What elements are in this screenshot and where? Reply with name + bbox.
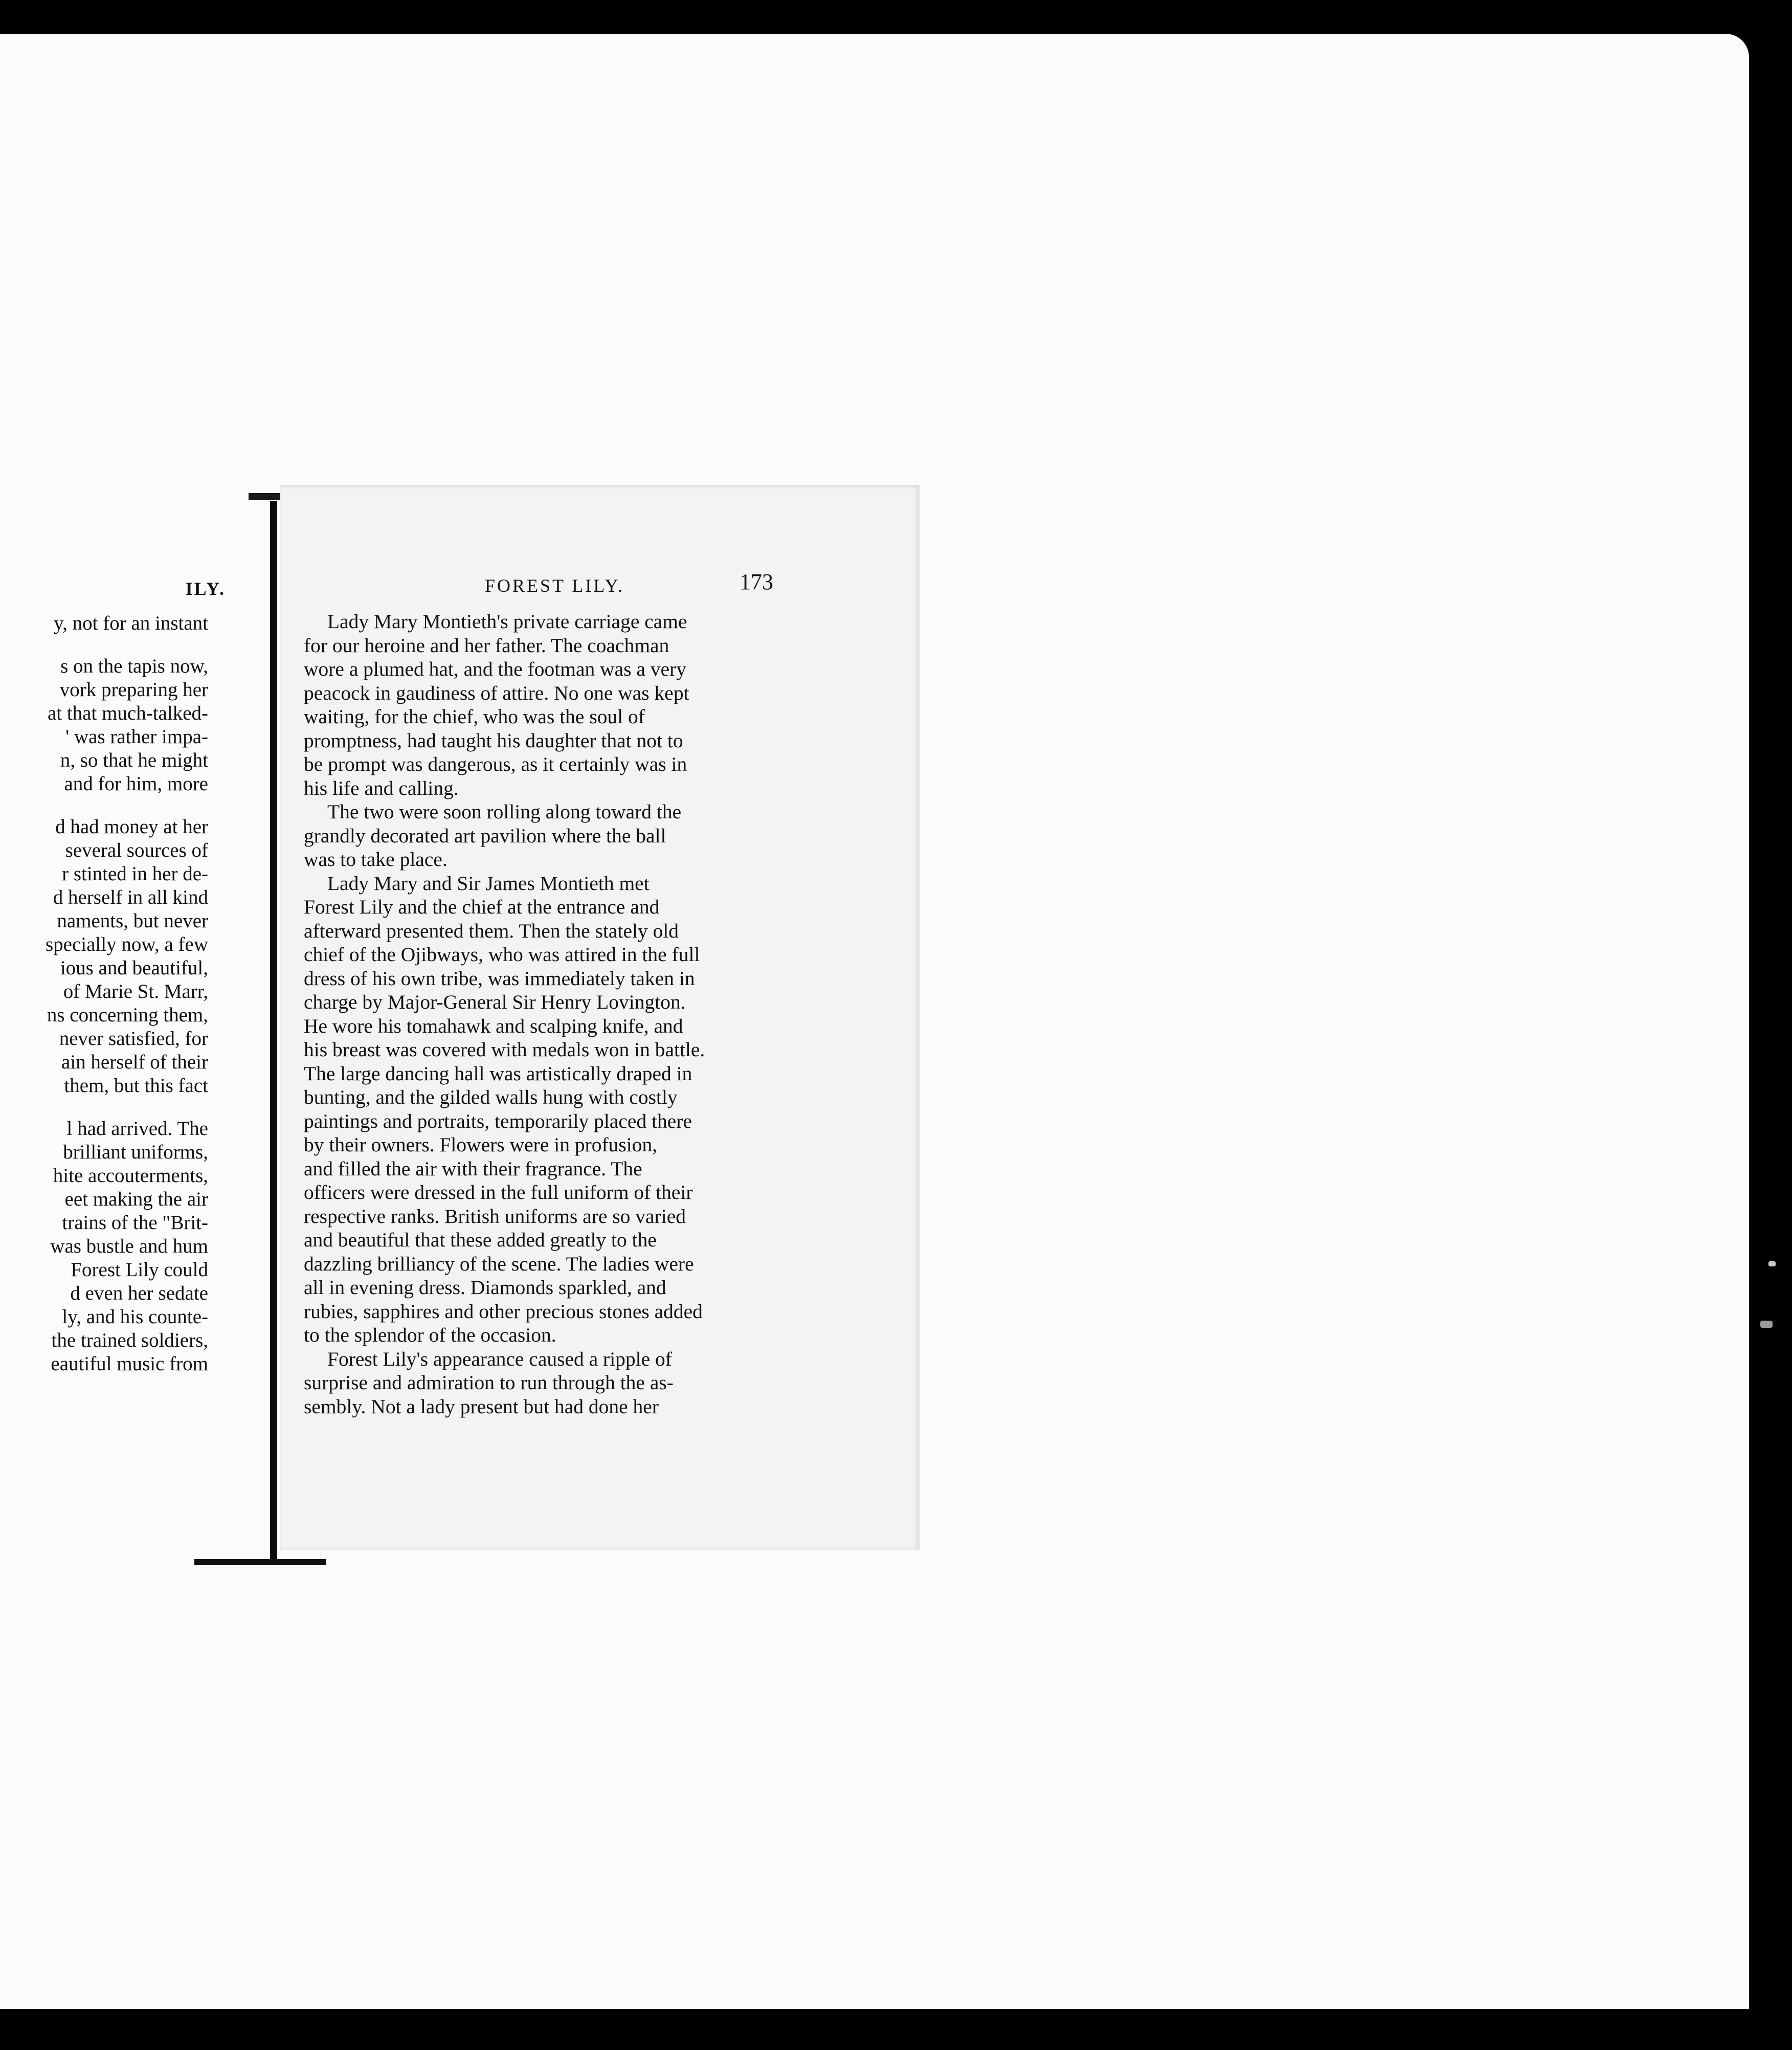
left-text-line: d herself in all kind (53, 886, 208, 908)
text-line: and beautiful that these added greatly to the (304, 1229, 657, 1251)
left-text-line: of Marie St. Marr, (63, 981, 208, 1002)
left-text-line: s on the tapis now, (60, 655, 208, 677)
left-text-line: eautiful music from (51, 1353, 208, 1375)
text-line: He wore his tomahawk and scalping knife, and (304, 1014, 683, 1037)
text-line: grandly decorated art pavilion where the ball (304, 824, 666, 847)
binding-edge-bottom (194, 1559, 326, 1565)
left-text-line: ious and beautiful, (60, 957, 208, 979)
text-line: sembly. Not a lady present but had done her (304, 1395, 659, 1418)
text-line: wore a plumed hat, and the footman was a very (304, 658, 687, 680)
right-page (280, 485, 920, 1550)
text-line: his breast was covered with medals won in battle. (304, 1038, 705, 1061)
text-line: and filled the air with their fragrance. The (304, 1157, 642, 1180)
left-text-line: naments, but never (57, 910, 208, 932)
left-text-line: several sources of (65, 839, 208, 861)
left-text-line: hite accouterments, (53, 1165, 208, 1187)
text-line: promptness, had taught his daughter that not to (304, 729, 683, 752)
text-line: was to take place. (304, 848, 447, 871)
left-text-line: l had arrived. The (66, 1118, 208, 1140)
edge-mark (1760, 1321, 1773, 1328)
text-line: respective ranks. British uniforms are so varied (304, 1205, 686, 1228)
text-line: officers were dressed in the full uniform of their (304, 1181, 693, 1204)
text-line: by their owners. Flowers were in profusion, (304, 1133, 658, 1156)
text-line: charge by Major-General Sir Henry Lovington. (304, 991, 686, 1013)
left-text-line: r stinted in her de- (62, 863, 208, 885)
text-line: afterward presented them. Then the stately old (304, 919, 679, 942)
edge-mark (1768, 1261, 1776, 1266)
left-text-line: d even her sedate (70, 1282, 208, 1304)
text-line: surprise and admiration to run through the as- (304, 1371, 674, 1394)
left-text-line: ' was rather impa- (65, 726, 208, 748)
text-line: The large dancing hall was artistically draped in (304, 1062, 692, 1085)
text-line: rubies, sapphires and other precious stones added (304, 1300, 703, 1323)
text-line: be prompt was dangerous, as it certainly was in (304, 753, 687, 775)
text-line: his life and calling. (304, 776, 459, 799)
left-text-line: vork preparing her (59, 679, 208, 701)
text-line: bunting, and the gilded walls hung with costly (304, 1086, 678, 1108)
left-text-line: y, not for an instant (54, 612, 208, 634)
left-text-line: n, so that he might (60, 749, 208, 771)
text-line: chief of the Ojibways, who was attired in the full (304, 943, 700, 966)
left-text-line: and for him, more (64, 773, 208, 795)
running-head: FOREST LILY. (485, 575, 625, 596)
text-line: for our heroine and her father. The coachman (304, 634, 669, 657)
text-line: Lady Mary Montieth's private carriage came (327, 610, 687, 633)
page-number: 173 (740, 569, 773, 594)
text-line: waiting, for the chief, who was the soul of (304, 705, 645, 728)
left-text-line: specially now, a few (45, 933, 208, 955)
left-text-line: d had money at her (55, 816, 208, 838)
left-text-line: brilliant uniforms, (63, 1141, 208, 1163)
left-text-line: never satisfied, for (59, 1028, 208, 1050)
text-line: all in evening dress. Diamonds sparkled, and (304, 1276, 666, 1299)
left-text-line: ly, and his counte- (62, 1306, 208, 1328)
left-page-fragment (0, 491, 238, 1550)
left-text-line: eet making the air (64, 1188, 208, 1210)
text-line: Lady Mary and Sir James Montieth met (327, 872, 649, 895)
text-line: paintings and portraits, temporarily placed there (304, 1109, 692, 1132)
left-text-line: was bustle and hum (50, 1235, 208, 1257)
text-line: dress of his own tribe, was immediately taken in (304, 967, 695, 990)
book-gutter (270, 501, 277, 1559)
left-text-line: them, but this fact (64, 1075, 208, 1097)
text-line: peacock in gaudiness of attire. No one was kept (304, 681, 689, 704)
left-running-head: ILY. (185, 578, 226, 599)
text-line: The two were soon rolling along toward the (327, 800, 682, 823)
left-text-line: trains of the "Brit- (62, 1212, 208, 1234)
text-line: Forest Lily's appearance caused a ripple of (327, 1347, 672, 1370)
left-text-line: ns concerning them, (47, 1004, 208, 1026)
text-line: dazzling brilliancy of the scene. The ladies were (304, 1252, 694, 1275)
binding-edge-top (249, 493, 280, 500)
left-text-line: ain herself of their (61, 1051, 208, 1073)
left-text-line: at that much-talked- (47, 702, 208, 724)
left-text-line: Forest Lily could (71, 1259, 208, 1281)
text-line: to the splendor of the occasion. (304, 1324, 556, 1346)
text-line: Forest Lily and the chief at the entrance and (304, 896, 660, 918)
left-text-line: the trained soldiers, (51, 1329, 208, 1351)
